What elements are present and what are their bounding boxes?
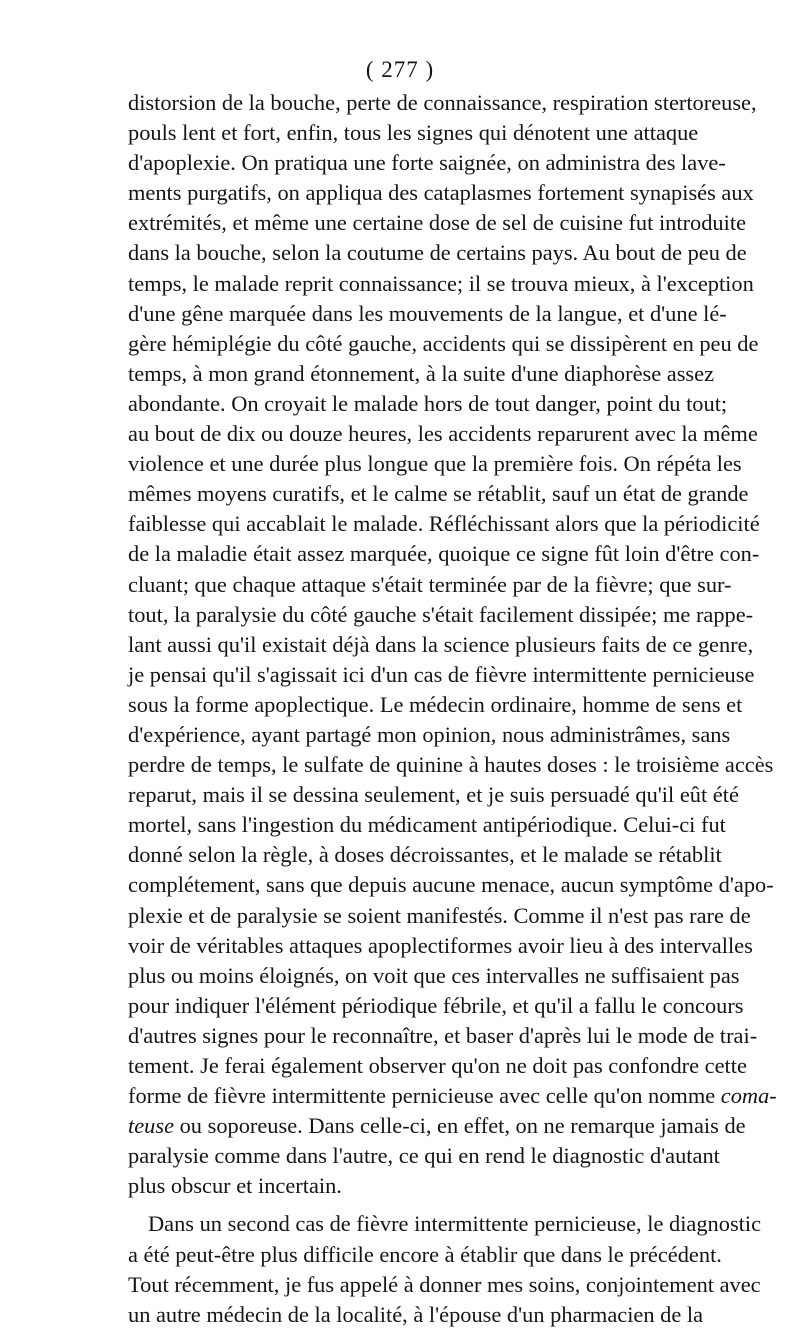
text-line: a été peut-être plus difficile encore à établir que dans le précédent. [128, 1241, 722, 1267]
text-line: reparut, mais il se dessina seulement, et je suis persuadé qu'il eût été [128, 782, 739, 808]
text-line: Tout récemment, je fus appelé à donner mes soins, conjointement avec [128, 1271, 761, 1297]
text-line: violence et une durée plus longue que la première fois. On répéta les [128, 451, 742, 477]
text-line: d'expérience, ayant partagé mon opinion, nous administrâmes, sans [128, 721, 731, 747]
text-line: faiblesse qui accablait le malade. Réfléchissant alors que la périodicité [128, 511, 760, 537]
text-line: mêmes moyens curatifs, et le calme se rétablit, sauf un état de grande [128, 481, 749, 507]
text-line: je pensai qu'il s'agissait ici d'un cas de fièvre intermittente pernicieuse [128, 661, 755, 687]
text-line: sous la forme apoplectique. Le médecin ordinaire, homme de sens et [128, 691, 743, 717]
text-line: d'autres signes pour le reconnaître, et baser d'après lui le mode de trai- [128, 1022, 758, 1048]
text-line: d'une gêne marquée dans les mouvements de la langue, et d'une lé- [128, 300, 727, 326]
text-line: plexie et de paralysie se soient manifestés. Comme il n'est pas rare de [128, 902, 751, 928]
text-line: abondante. On croyait le malade hors de tout danger, point du tout; [128, 390, 728, 416]
text-line: tement. Je ferai également observer qu'on ne doit pas confondre cette [128, 1053, 747, 1078]
text-line: perdre de temps, le sulfate de quinine à hautes doses : le troisième accès [128, 752, 774, 778]
text-line: complétement, sans que depuis aucune menace, aucun symptôme d'apo- [128, 872, 774, 898]
text-line: au bout de dix ou douze heures, les accidents reparurent avec la même [128, 421, 758, 447]
text-line: voir de véritables attaques apoplectiformes avoir lieu à des intervalles [128, 932, 753, 958]
paragraph [128, 1209, 762, 1329]
text-line: d'apoplexie. On pratiqua une forte saignée, on administra des lave- [128, 150, 726, 176]
text-line: mortel, sans l'ingestion du médicament antipériodique. Celui-ci fut [128, 812, 726, 838]
text-line: cluant; que chaque attaque s'était terminée par de la fièvre; que sur- [128, 571, 732, 597]
text-line: distorsion de la bouche, perte de connaissance, respiration stertoreuse, [128, 90, 757, 115]
text-line: temps, le malade reprit connaissance; il se trouva mieux, à l'exception [128, 270, 754, 296]
text-line: de la maladie était assez marquée, quoique ce signe fût loin d'être con- [128, 541, 760, 567]
paragraph [128, 88, 777, 1201]
text-line: paralysie comme dans l'autre, ce qui en rend le diagnostic d'autant [128, 1143, 720, 1169]
text-line: pour indiquer l'élément périodique fébrile, et qu'il a fallu le concours [128, 992, 744, 1018]
text-line: dans la bouche, selon la coutume de certains pays. Au bout de peu de [128, 240, 747, 266]
text-line: extrémités, et même une certaine dose de sel de cuisine fut introduite [128, 210, 747, 236]
text-line: un autre médecin de la localité, à l'épouse d'un pharmacien de la [128, 1301, 704, 1327]
text-line: tout, la paralysie du côté gauche s'était facilement dissipée; me rappe- [128, 601, 754, 627]
text-line: pouls lent et fort, enfin, tous les signes qui dénotent une attaque [128, 120, 699, 146]
text-line: gère hémiplégie du côté gauche, accidents qui se dissipèrent en peu de [128, 330, 759, 356]
text-line: ments purgatifs, on appliqua des cataplasmes fortement synapisés aux [128, 180, 754, 206]
page-number: ( 277 ) [365, 57, 435, 82]
text-line: Dans un second cas de fièvre intermittente pernicieuse, le diagnostic [148, 1211, 762, 1237]
paragraph-gap [128, 1201, 682, 1209]
text-line: temps, à mon grand étonnement, à la suite d'une diaphorèse assez [128, 360, 715, 386]
body-text [128, 88, 777, 1330]
text-line: plus obscur et incertain. [128, 1173, 342, 1199]
text-line: donné selon la règle, à doses décroissantes, et le malade se rétablit [128, 842, 722, 868]
text-line: forme de fièvre intermittente pernicieuse avec celle qu'on nomme coma- [128, 1083, 777, 1109]
text-line: teuse ou soporeuse. Dans celle-ci, en effet, on ne remarque jamais de [128, 1113, 746, 1139]
text-line: plus ou moins éloignés, on voit que ces intervalles ne suffisaient pas [128, 962, 740, 988]
text-line: lant aussi qu'il existait déjà dans la science plusieurs faits de ce genre, [128, 631, 754, 657]
